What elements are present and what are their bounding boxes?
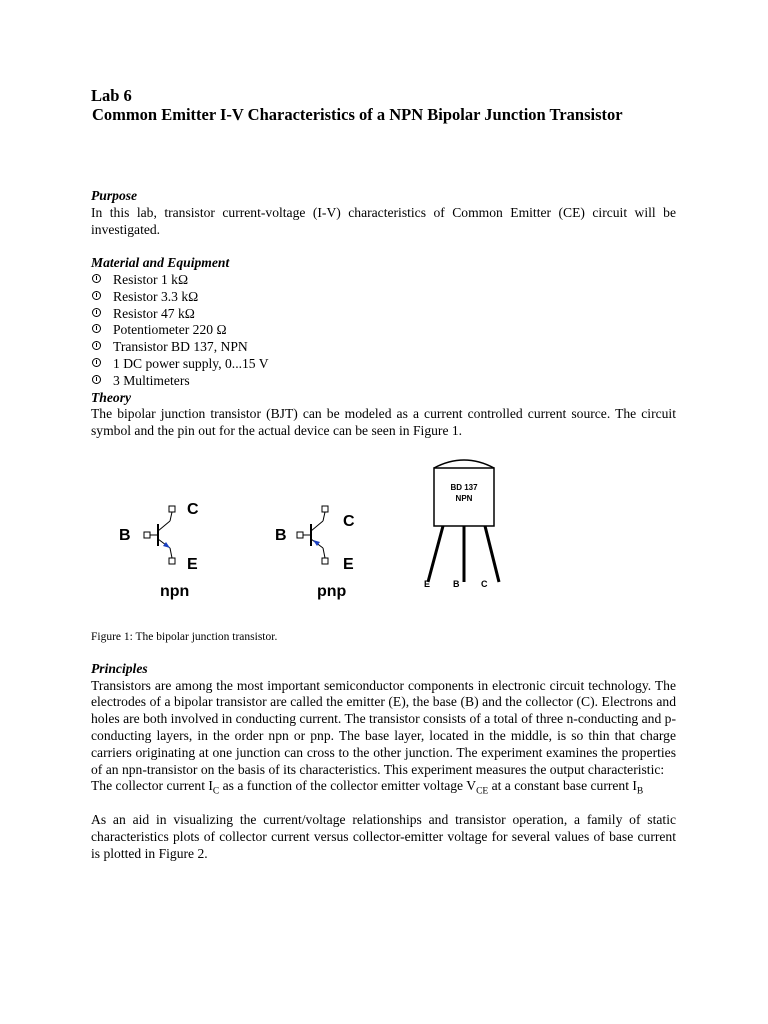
pnp-symbol xyxy=(297,506,328,564)
pin-c-label: C xyxy=(481,578,488,589)
npn-label: npn xyxy=(160,582,190,600)
list-item: Resistor 3.3 kΩ xyxy=(91,289,676,306)
list-item: 3 Multimeters xyxy=(91,373,676,390)
purpose-text: In this lab, transistor current-voltage (I-V) characteristics of Common Emitter (CE) circuit will be investigated. xyxy=(91,204,676,237)
document-page xyxy=(91,86,676,862)
npn-c-label: C xyxy=(187,500,199,518)
principles-heading: Principles xyxy=(91,660,148,676)
pnp-c-label: C xyxy=(343,512,355,530)
theory-heading: Theory xyxy=(91,389,132,405)
package-line2: NPN xyxy=(455,493,473,503)
list-item: Potentiometer 220 Ω xyxy=(91,322,676,339)
npn-e-label: E xyxy=(187,555,198,573)
list-item: Resistor 1 kΩ xyxy=(91,272,676,289)
clock-bullet-icon xyxy=(92,274,101,283)
npn-symbol xyxy=(144,506,175,564)
pnp-b-label: B xyxy=(275,526,287,544)
clock-bullet-icon xyxy=(92,341,101,350)
npn-b-label: B xyxy=(119,526,131,544)
transistor-diagram xyxy=(91,442,676,628)
pnp-e-label: E xyxy=(343,555,354,573)
package-line1: BD 137 xyxy=(450,482,478,492)
list-item: 1 DC power supply, 0...15 V xyxy=(91,356,676,373)
bd137-package xyxy=(428,460,499,582)
document-title: Common Emitter I-V Characteristics of a NPN Bipolar Junction Transistor xyxy=(92,105,623,124)
materials-heading: Material and Equipment xyxy=(91,255,230,271)
principles-paragraph-2: As an aid in visualizing the current/voltage relationships and transistor operation, a family of static characteristics plots of collector current versus collector-emitter voltage for several values of base current is plotted in Figure 2. xyxy=(91,811,676,861)
npn-emitter-arrow xyxy=(163,542,170,548)
pin-e-label: E xyxy=(424,578,431,589)
principles-output-characteristic: The collector current $I_C$ as a function of the collector emitter voltage $V_{CE}$ at a constant base current $I_B$ xyxy=(91,778,644,798)
clock-bullet-icon xyxy=(92,308,101,317)
purpose-heading: Purpose xyxy=(91,188,138,203)
clock-bullet-icon xyxy=(92,358,101,367)
list-item: Transistor BD 137, NPN xyxy=(91,339,676,356)
clock-bullet-icon xyxy=(92,375,101,384)
figure-1 xyxy=(91,442,676,628)
clock-bullet-icon xyxy=(92,291,101,300)
principles-paragraph-1: Transistors are among the most important semiconductor components in electronic circuit technology. The electrodes of a bipolar transistor are called the emitter (E), the base (B) and the collector (C). Electrons and holes are both involved in conducting current. The transistor consists of a total of three n-conducting and p-conducting layers, in the order npn or pnp. The base layer, located in the middle, is so thin that charge carriers originating at one junction can cross to the other junction. The experiment examines the properties of an npn-transistor on the basis of its characteristics. This experiment measures the output characteristic: xyxy=(91,677,676,777)
list-item: Resistor 47 kΩ xyxy=(91,306,676,323)
materials-list xyxy=(91,272,676,390)
lab-label: Lab 6 xyxy=(91,86,132,105)
clock-bullet-icon xyxy=(92,324,101,333)
pnp-label: pnp xyxy=(317,582,347,600)
figure-caption: Figure 1: The bipolar junction transistor. xyxy=(91,630,278,643)
theory-text: The bipolar junction transistor (BJT) can be modeled as a current controlled current source. The circuit symbol and the pin out for the actual device can be seen in Figure 1. xyxy=(91,406,676,439)
pin-b-label: B xyxy=(453,578,460,589)
